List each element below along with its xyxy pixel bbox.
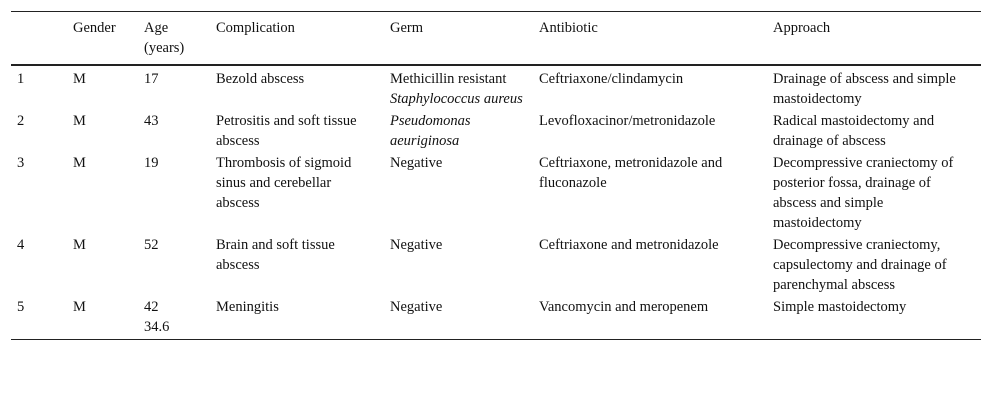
cell-germ: Negative [390, 237, 443, 253]
header-id [11, 12, 67, 66]
cell-germ: Negative [390, 155, 443, 171]
germ-italic: Staphylococcus aureus [390, 91, 523, 107]
cell-complication: Brain and soft tissue abscess [216, 237, 335, 273]
cell-approach: Simple mastoidectomy [767, 296, 981, 340]
cell-germ: Negative [384, 296, 533, 340]
table-row [11, 296, 981, 340]
cell-age: 19 [144, 155, 159, 171]
table-row [11, 152, 981, 234]
header-approach: Approach [767, 12, 981, 66]
germ-plain: Methicillin resistant [390, 71, 507, 87]
header-complication: Complication [210, 12, 384, 66]
cell-age: 17 [144, 71, 159, 87]
cell-age: 43 [144, 113, 159, 129]
cell-approach: Radical mastoidectomy and drainage of abscess [773, 113, 935, 149]
cell-antibiotic: Ceftriaxone and metronidazole [539, 237, 719, 253]
table-row [11, 110, 981, 152]
header-antibiotic: Antibiotic [533, 12, 767, 66]
cell-id: 3 [17, 155, 25, 171]
cell-complication: Meningitis [210, 296, 384, 340]
cell-approach: Drainage of abscess and simple mastoidectomy [773, 71, 956, 107]
age-mean-value: 34.6 [144, 319, 170, 335]
cell-approach: Decompressive craniectomy, capsulectomy and drainage of parenchymal abscess [773, 237, 947, 293]
complications-table [11, 11, 981, 340]
cell-antibiotic: Ceftriaxone, metronidazole and fluconazole [539, 155, 723, 191]
table-row [11, 65, 981, 110]
cell-gender: M [73, 155, 86, 171]
cell-antibiotic: Levofloxacinor/metronidazole [539, 113, 716, 129]
cell-id: 4 [17, 237, 25, 253]
cell-complication: Bezold abscess [216, 71, 305, 87]
header-age-line1: Age [144, 20, 169, 36]
cell-gender: M [67, 296, 138, 340]
cell-approach: Decompressive craniectomy of posterior fossa, drainage of abscess and simple mastoidectomy [773, 155, 954, 231]
header-age-line2: (years) [144, 40, 185, 56]
header-row [11, 12, 981, 66]
header-gender: Gender [67, 12, 138, 66]
cell-gender: M [73, 237, 86, 253]
cell-id: 5 [11, 296, 67, 340]
cell-antibiotic: Vancomycin and meropenem [533, 296, 767, 340]
cell-antibiotic: Ceftriaxone/clindamycin [539, 71, 684, 87]
cell-gender: M [73, 71, 86, 87]
age-value: 42 [144, 299, 159, 315]
cell-id: 1 [17, 71, 25, 87]
cell-complication: Petrositis and soft tissue abscess [216, 113, 357, 149]
cell-complication: Thrombosis of sigmoid sinus and cerebellar abscess [216, 155, 352, 211]
cell-germ [384, 65, 533, 110]
cell-germ: Pseudomonas aeuriginosa [390, 113, 471, 149]
cell-gender: M [73, 113, 86, 129]
header-germ: Germ [384, 12, 533, 66]
cell-age: 52 [144, 237, 159, 253]
header-age [138, 12, 210, 66]
cell-age [138, 296, 210, 340]
table-row [11, 234, 981, 296]
cell-id: 2 [17, 113, 25, 129]
